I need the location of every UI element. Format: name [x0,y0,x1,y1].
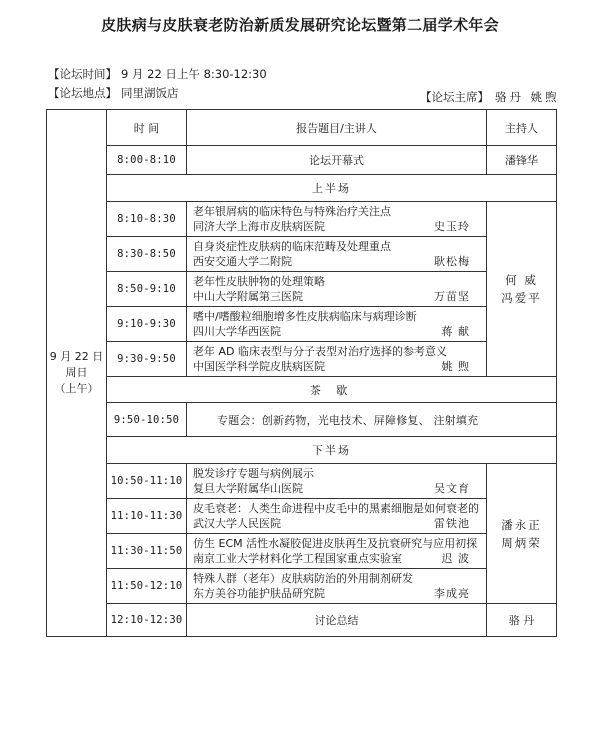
forum-place [48,85,179,101]
talk-title: 嗜中/嗜酸粒细胞增多性皮肤病临床与病理诊断 [193,310,417,323]
table-row [47,403,557,437]
talk-speaker: 万苗坚 [434,290,470,303]
talk-cell [187,307,487,342]
talk-cell [187,499,487,534]
second-half-hosts [487,464,557,604]
special-topic: 专题会：创新药物，光电技术、屏障修复、 注射填充 [187,403,557,437]
second-half-label: 下半场 [107,437,557,464]
table-row [47,237,557,272]
talk-cell [187,237,487,272]
talk-org: 四川大学华西医院 [193,325,281,338]
talk-cell [187,272,487,307]
header-host: 主持人 [487,110,557,146]
host-line-2: 周炳荣 [501,535,542,550]
closing-topic: 讨论总结 [187,604,487,637]
talk-speaker: 雷铁池 [434,517,470,530]
talk-time: 10:50-11:10 [107,464,187,499]
forum-chair-label: 【论坛主席】 [420,90,489,104]
opening-time: 8:00-8:10 [107,146,187,175]
opening-topic: 论坛开幕式 [187,146,487,175]
talk-title: 自身炎症性皮肤病的临床范畴及处理重点 [193,240,391,253]
talk-title: 老年 AD 临床表型与分子表型对治疗选择的参考意义 [193,345,447,358]
talk-time: 8:50-9:10 [107,272,187,307]
table-row [47,569,557,604]
talk-org: 南京工业大学材料化学工程国家重点实验室 [193,552,402,565]
first-half-hosts [487,202,557,377]
talk-cell [187,464,487,499]
talk-org: 中国医学科学院皮肤病医院 [193,360,325,373]
section-row [47,175,557,202]
talk-org: 复旦大学附属华山医院 [193,482,303,495]
section-row [47,437,557,464]
talk-speaker: 李成亮 [434,587,470,600]
table-header-row [47,110,557,146]
talk-time: 11:10-11:30 [107,499,187,534]
opening-host: 潘锋华 [487,146,557,175]
forum-time-value: 9 月 22 日上午 8:30-12:30 [121,67,267,81]
table-row [47,499,557,534]
forum-time [48,66,267,82]
talk-org: 西安交通大学二附院 [193,255,292,268]
talk-time: 11:30-11:50 [107,534,187,569]
closing-time: 12:10-12:30 [107,604,187,637]
date-line-2: 周日 [65,366,88,379]
table-row [47,604,557,637]
date-line-3: （上午） [54,382,99,395]
header-topic: 报告题目/主讲人 [187,110,487,146]
section-row [47,377,557,403]
schedule-table [46,109,557,637]
table-row [47,272,557,307]
talk-time: 8:30-8:50 [107,237,187,272]
talk-cell [187,202,487,237]
forum-chair [420,89,560,105]
talk-org: 武汉大学人民医院 [193,517,281,530]
talk-speaker: 史玉玲 [434,220,470,233]
table-row [47,146,557,175]
talk-speaker: 迟 波 [441,552,470,565]
table-row [47,202,557,237]
host-line-1: 何 威 [505,273,538,287]
forum-place-label: 【论坛地点】 [48,86,117,100]
talk-time: 11:50-12:10 [107,569,187,604]
talk-title: 老年银屑病的临床特色与特殊治疗关注点 [193,205,391,218]
tea-break-label: 茶 歇 [107,377,557,403]
first-half-label: 上半场 [107,175,557,202]
talk-speaker: 吴文育 [434,482,470,495]
talk-org: 东方美谷功能护肤品研究院 [193,587,325,600]
talk-cell [187,534,487,569]
date-line-1: 9 月 22 日 [49,350,104,363]
talk-time: 9:10-9:30 [107,307,187,342]
forum-chair-value: 骆丹 姚煦 [495,90,560,104]
talk-title: 仿生 ECM 活性水凝胶促进皮肤再生及抗衰研究与应用初探 [193,537,478,550]
table-row [47,534,557,569]
talk-speaker: 耿松梅 [434,255,470,268]
talk-title: 脱发诊疗专题与病例展示 [193,467,314,480]
forum-place-value: 同里湖饭店 [121,86,179,100]
talk-speaker: 姚 煦 [441,360,470,373]
closing-host: 骆 丹 [487,604,557,637]
header-time: 时 间 [107,110,187,146]
talk-cell [187,569,487,604]
table-row [47,307,557,342]
table-row [47,342,557,377]
talk-title: 老年性皮肤肿物的处理策略 [193,275,325,288]
talk-speaker: 蒋 献 [441,325,470,338]
date-cell [47,110,107,637]
talk-title: 特殊人群（老年）皮肤病防治的外用制剂研发 [193,572,413,585]
talk-title: 皮毛衰老：人类生命进程中皮毛中的黑素细胞是如何衰老的 [193,502,479,515]
talk-org: 中山大学附属第三医院 [193,290,303,303]
table-row [47,464,557,499]
special-time: 9:50-10:50 [107,403,187,437]
host-line-1: 潘永正 [501,517,542,532]
host-line-2: 冯爱平 [501,291,542,305]
talk-cell [187,342,487,377]
talk-time: 8:10-8:30 [107,202,187,237]
forum-time-label: 【论坛时间】 [48,67,117,81]
talk-time: 9:30-9:50 [107,342,187,377]
page-title: 皮肤病与皮肤衰老防治新质发展研究论坛暨第二届学术年会 [101,16,499,34]
talk-org: 同济大学上海市皮肤病医院 [193,220,325,233]
